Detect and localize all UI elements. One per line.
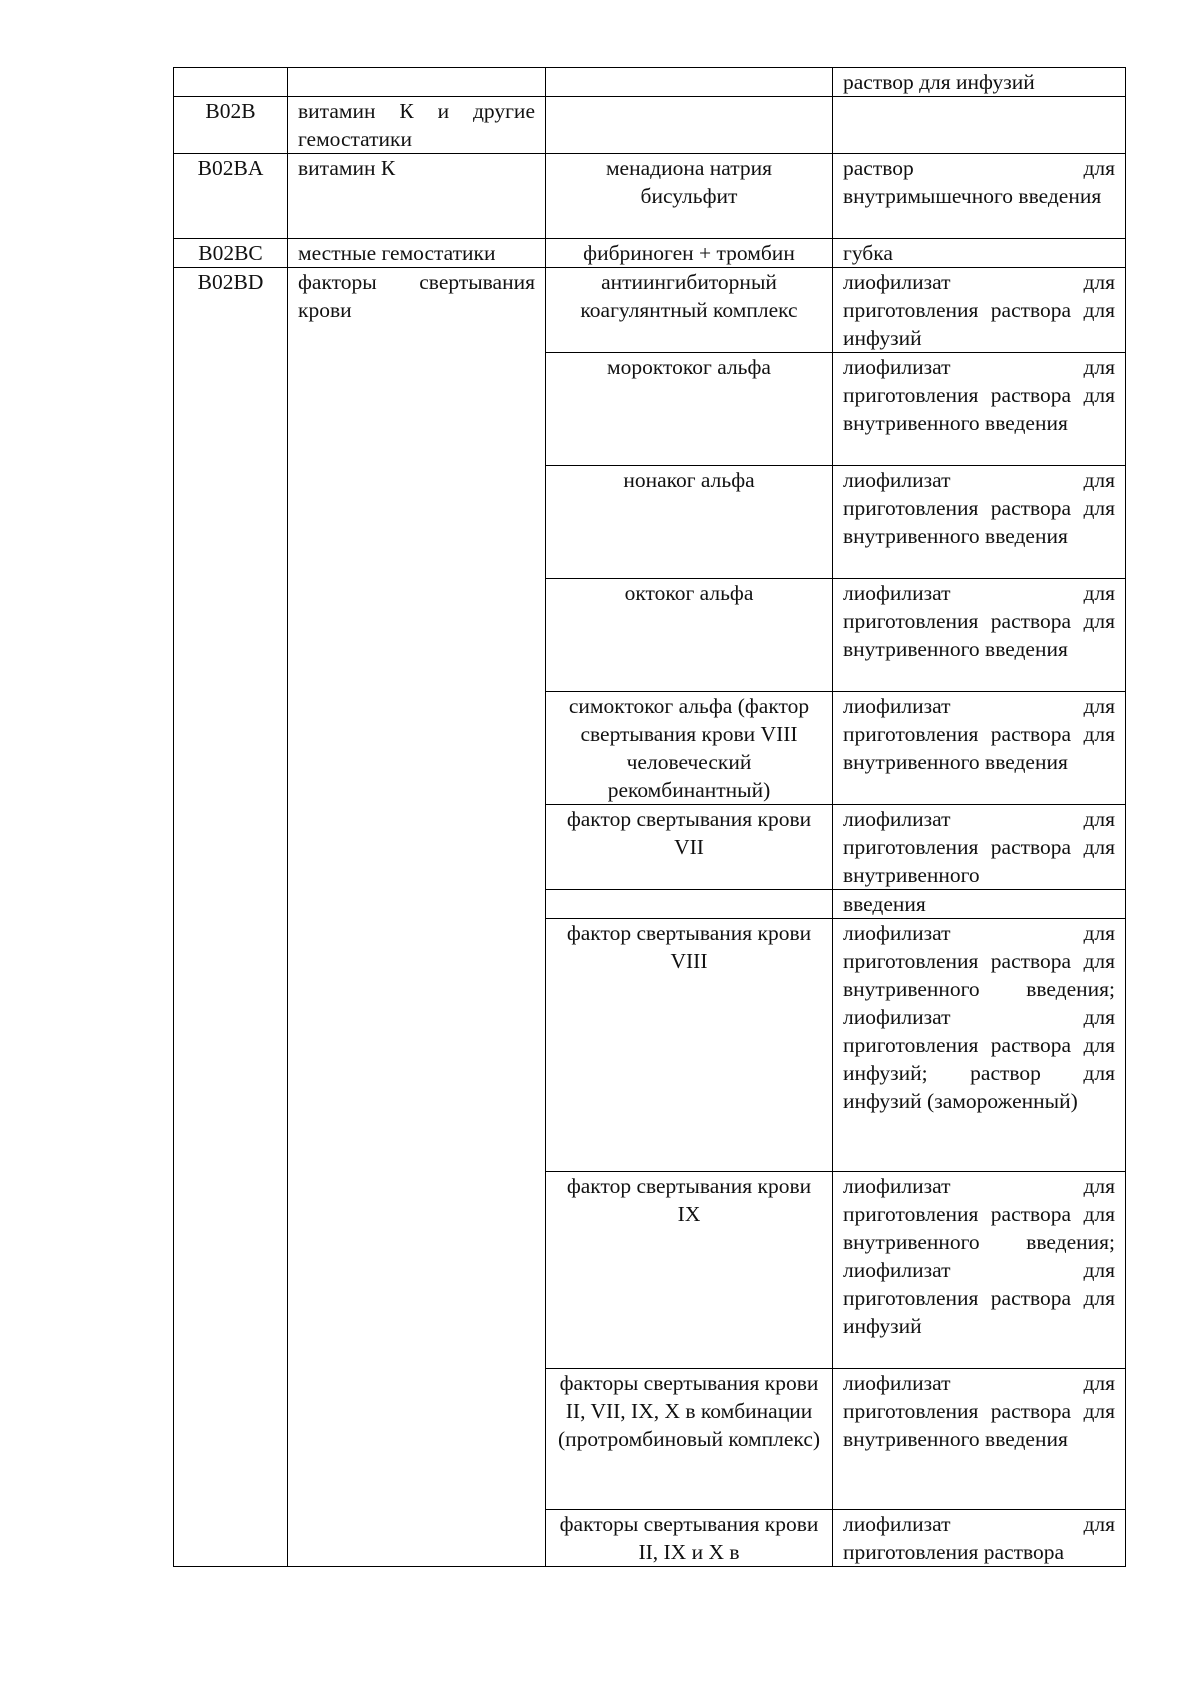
table-row bbox=[174, 68, 1126, 97]
group-cell: факторы свертывания крови bbox=[288, 268, 546, 1567]
drug-name-cell: фактор свертывания крови VIII bbox=[546, 919, 833, 1172]
drug-name-cell: факторы свертывания крови II, IX и X в bbox=[546, 1510, 833, 1567]
drug-name-cell: октоког альфа bbox=[546, 579, 833, 692]
dosage-form-cell: раствор для внутримышечного введения bbox=[833, 154, 1126, 239]
table-row bbox=[174, 268, 1126, 353]
drug-name-cell: симоктоког альфа (фактор свертывания крови VIII человеческий рекомбинантный) bbox=[546, 692, 833, 805]
drug-name-cell: мороктоког альфа bbox=[546, 353, 833, 466]
atc-code-cell: B02BA bbox=[174, 154, 288, 239]
atc-code-cell: B02B bbox=[174, 97, 288, 154]
drug-name-cell: антиингибиторный коагулянтный комплекс bbox=[546, 268, 833, 353]
dosage-form-cell: лиофилизат для приготовления раствора для внутривенного введения bbox=[833, 692, 1126, 805]
drug-name-cell: нонаког альфа bbox=[546, 466, 833, 579]
atc-code-cell: B02BD bbox=[174, 268, 288, 1567]
dosage-form-cell: губка bbox=[833, 239, 1126, 268]
atc-code-cell: B02BC bbox=[174, 239, 288, 268]
group-cell: витамин К и другие гемостатики bbox=[288, 97, 546, 154]
dosage-form-cell: лиофилизат для приготовления раствора для внутривенного введения bbox=[833, 353, 1126, 466]
drug-name-cell: фактор свертывания крови VII bbox=[546, 805, 833, 890]
drug-name-cell: фибриноген + тромбин bbox=[546, 239, 833, 268]
table-row bbox=[174, 97, 1126, 154]
dosage-form-cell bbox=[833, 97, 1126, 154]
dosage-form-cell: раствор для инфузий bbox=[833, 68, 1126, 97]
drug-name-cell bbox=[546, 68, 833, 97]
dosage-form-cell: лиофилизат для приготовления раствора для внутривенного введения bbox=[833, 466, 1126, 579]
group-cell: витамин К bbox=[288, 154, 546, 239]
dosage-form-cell: лиофилизат для приготовления раствора для внутривенного введения bbox=[833, 1369, 1126, 1510]
dosage-form-cell: лиофилизат для приготовления раствора bbox=[833, 1510, 1126, 1567]
dosage-form-cell: введения bbox=[833, 890, 1126, 919]
drug-name-cell: фактор свертывания крови IX bbox=[546, 1172, 833, 1369]
drug-name-cell: факторы свертывания крови II, VII, IX, X в комбинации (протромбиновый комплекс) bbox=[546, 1369, 833, 1510]
table-row bbox=[174, 239, 1126, 268]
drug-name-cell: менадиона натрия бисульфит bbox=[546, 154, 833, 239]
dosage-form-cell: лиофилизат для приготовления раствора для внутривенного введения; лиофилизат для приготовления раствора для инфузий bbox=[833, 1172, 1126, 1369]
group-cell bbox=[288, 68, 546, 97]
dosage-form-cell: лиофилизат для приготовления раствора для внутривенного введения bbox=[833, 579, 1126, 692]
group-cell: местные гемостатики bbox=[288, 239, 546, 268]
drug-table bbox=[173, 67, 1126, 1567]
drug-name-cell bbox=[546, 97, 833, 154]
table-row bbox=[174, 154, 1126, 239]
dosage-form-cell: лиофилизат для приготовления раствора для внутривенного bbox=[833, 805, 1126, 890]
drug-name-cell bbox=[546, 890, 833, 919]
dosage-form-cell: лиофилизат для приготовления раствора для внутривенного введения; лиофилизат для приготовления раствора для инфузий; раствор для инфузий (замороженный) bbox=[833, 919, 1126, 1172]
dosage-form-cell: лиофилизат для приготовления раствора для инфузий bbox=[833, 268, 1126, 353]
atc-code-cell bbox=[174, 68, 288, 97]
